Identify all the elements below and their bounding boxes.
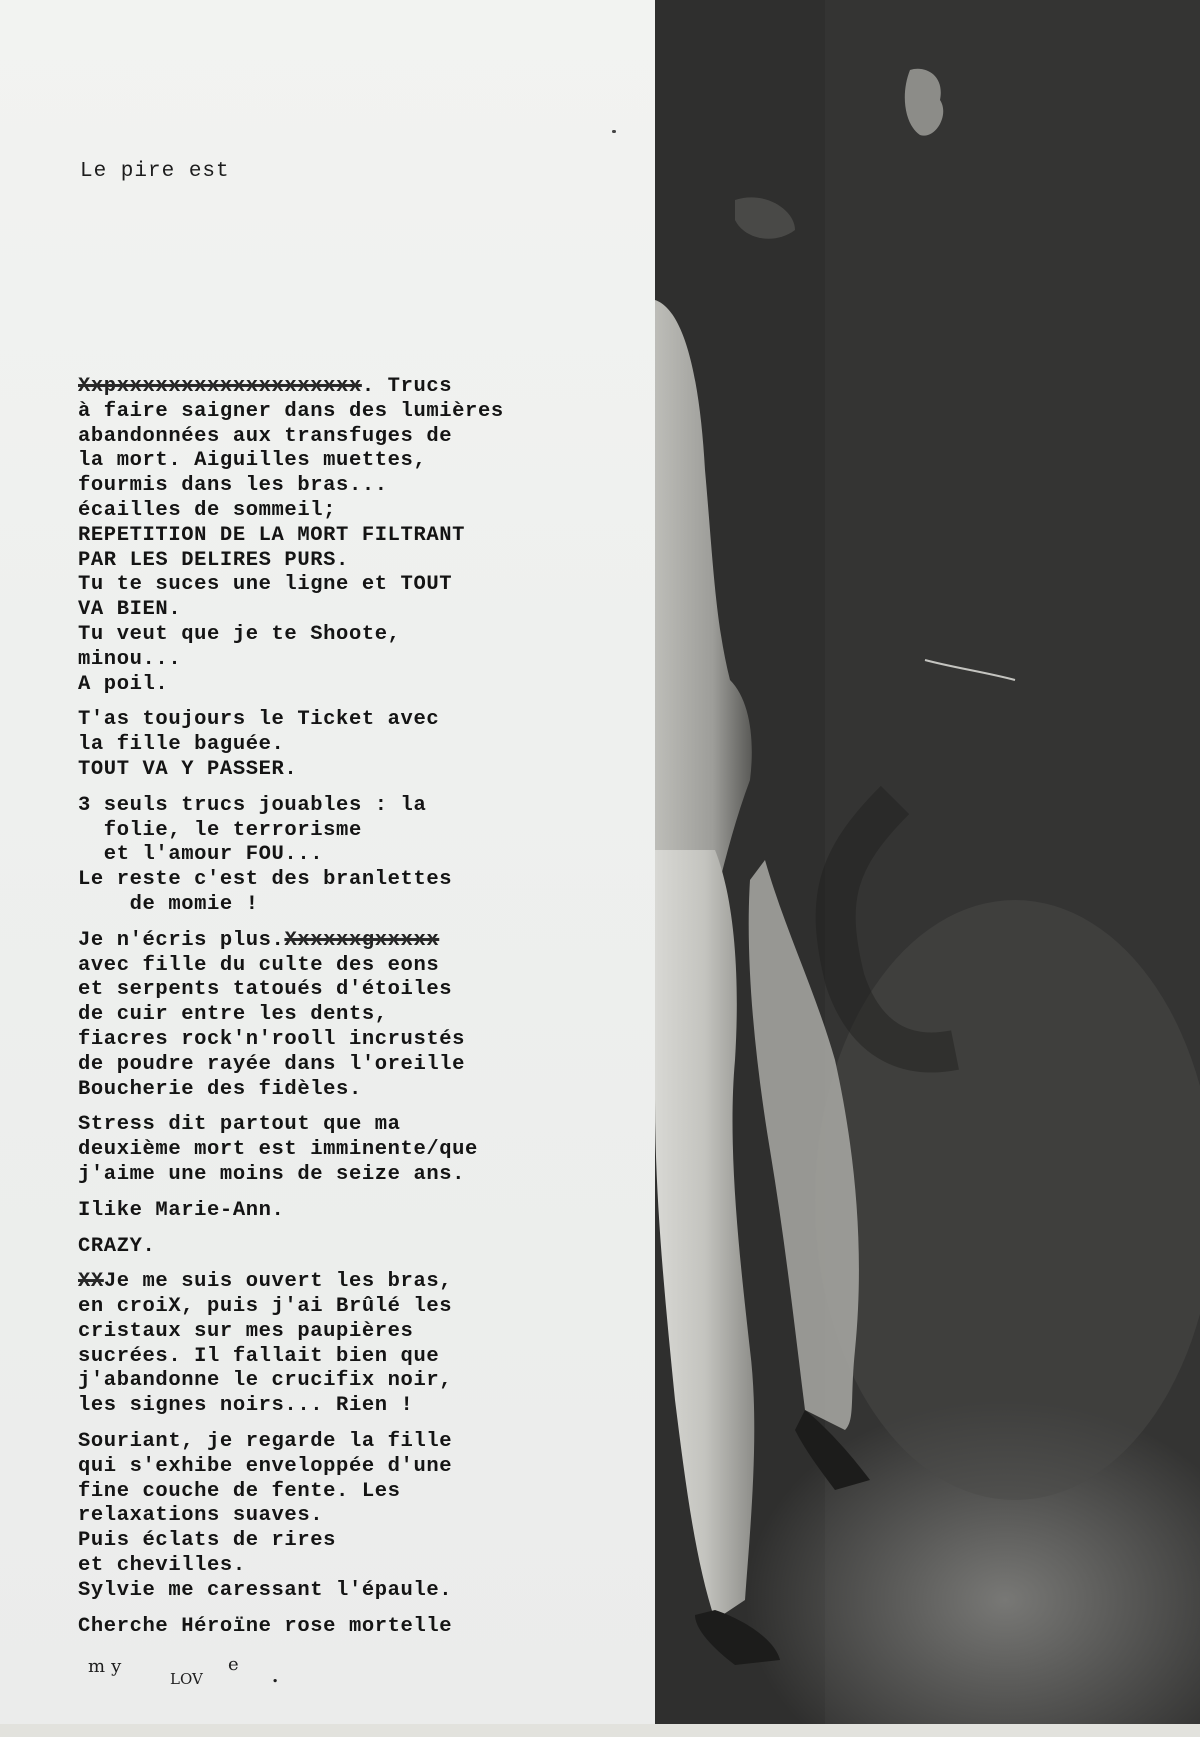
line-text: Le reste c'est des branlettes — [78, 868, 453, 892]
poem-line — [78, 449, 648, 474]
poem — [78, 375, 648, 1650]
line-text: Tu te suces une ligne et TOUT — [78, 573, 453, 597]
poem-line — [78, 524, 648, 549]
struck-out-text: XX — [78, 1270, 104, 1294]
poem-line — [78, 1615, 648, 1640]
poem-line — [78, 1235, 648, 1260]
line-text: en croiX, puis j'ai Brûlé les — [78, 1295, 453, 1319]
poem-line — [78, 954, 648, 979]
poem-line — [78, 1078, 648, 1103]
line-text: REPETITION DE LA MORT FILTRANT — [78, 523, 466, 547]
line-text: écailles de sommeil; — [78, 498, 337, 522]
poem-line — [78, 1199, 648, 1224]
poem-line — [78, 1369, 648, 1394]
line-text: Ilike Marie-Ann. — [78, 1198, 285, 1222]
line-text: cristaux sur mes paupières — [78, 1319, 414, 1343]
poem-line — [78, 1579, 648, 1604]
handwriting-part-3: e — [228, 1654, 239, 1675]
poem-line — [78, 1480, 648, 1505]
handwriting-part-2: LOV — [170, 1670, 203, 1688]
line-text: fine couche de fente. Les — [78, 1479, 401, 1503]
poem-line — [78, 375, 648, 400]
stanza — [78, 1113, 648, 1187]
poem-line — [78, 673, 648, 698]
poem-line — [78, 1003, 648, 1028]
line-text: Sylvie me caressant l'épaule. — [78, 1578, 453, 1602]
poem-line — [78, 1138, 648, 1163]
poem-line — [78, 733, 648, 758]
line-text: 3 seuls trucs jouables : la — [78, 793, 427, 817]
poem-line — [78, 1394, 648, 1419]
line-text: la mort. Aiguilles muettes, — [78, 449, 427, 473]
line-text: Souriant, je regarde la fille — [78, 1430, 453, 1454]
ink-speck — [612, 130, 616, 133]
stanza — [78, 794, 648, 918]
struck-out-text: Xxpxxxxxxxxxxxxxxxxxxx — [78, 375, 362, 398]
line-text: et l'amour FOU... — [78, 843, 324, 867]
page-bottom-edge — [0, 1724, 1200, 1737]
poem-line — [78, 1113, 648, 1138]
poem-line — [78, 573, 648, 598]
handwritten-annotation — [88, 1656, 348, 1716]
line-text: fiacres rock'n'rooll incrustés — [78, 1027, 466, 1051]
poem-line — [78, 623, 648, 648]
line-text: folie, le terrorisme — [78, 818, 362, 842]
poem-line — [78, 893, 648, 918]
poem-line — [78, 758, 648, 783]
line-text: relaxations suaves. — [78, 1504, 324, 1528]
line-text: Puis éclats de rires — [78, 1529, 337, 1553]
stanza — [78, 708, 648, 782]
poem-line — [78, 708, 648, 733]
line-text: à faire saigner dans des lumières — [78, 399, 504, 423]
poem-line — [78, 1320, 648, 1345]
figure-walking-photo — [655, 0, 1200, 1737]
line-text: de cuir entre les dents, — [78, 1003, 388, 1027]
poem-line — [78, 1028, 648, 1053]
stanza — [78, 1199, 648, 1224]
line-text: . Trucs — [361, 375, 453, 398]
line-text: Stress dit partout que ma — [78, 1113, 401, 1137]
poem-line — [78, 1053, 648, 1078]
line-text: CRAZY. — [78, 1234, 156, 1258]
poem-line — [78, 549, 648, 574]
poem-line — [78, 1455, 648, 1480]
heading: Le pire est — [80, 160, 230, 183]
line-text: de momie ! — [78, 892, 259, 916]
poem-line — [78, 1529, 648, 1554]
line-text: les signes noirs... Rien ! — [78, 1394, 414, 1418]
stanza — [78, 1235, 648, 1260]
poem-line — [78, 1163, 648, 1188]
line-text: de poudre rayée dans l'oreille — [78, 1052, 466, 1076]
line-text: et serpents tatoués d'étoiles — [78, 978, 453, 1002]
stanza — [78, 375, 648, 697]
poem-line — [78, 400, 648, 425]
poem-line — [78, 499, 648, 524]
poem-line — [78, 648, 648, 673]
line-text: qui s'exhibe enveloppée d'une — [78, 1454, 453, 1478]
line-text: T'as toujours le Ticket avec — [78, 708, 440, 732]
handwriting-part-1: my — [88, 1656, 128, 1677]
poem-line — [78, 474, 648, 499]
poem-line — [78, 1295, 648, 1320]
line-text: Tu veut que je te Shoote, — [78, 622, 401, 646]
line-text: TOUT VA Y PASSER. — [78, 757, 298, 781]
poem-line — [78, 1270, 648, 1295]
photo-figure-shape — [655, 0, 1200, 1737]
line-text: fourmis dans les bras... — [78, 474, 388, 498]
line-text: j'aime une moins de seize ans. — [78, 1162, 466, 1186]
poem-line — [78, 1430, 648, 1455]
stanza — [78, 1430, 648, 1604]
poem-line — [78, 425, 648, 450]
stanza — [78, 929, 648, 1103]
stanza — [78, 1615, 648, 1640]
line-text: sucrées. Il fallait bien que — [78, 1344, 440, 1368]
line-text: abandonnées aux transfuges de — [78, 424, 453, 448]
line-text: VA BIEN. — [78, 598, 182, 622]
handwriting-part-4: . — [272, 1666, 279, 1687]
line-text: et chevilles. — [78, 1554, 246, 1578]
poem-line — [78, 598, 648, 623]
poem-line — [78, 1345, 648, 1370]
line-text: deuxième mort est imminente/que — [78, 1138, 478, 1162]
line-text: A poil. — [78, 672, 169, 696]
poem-line — [78, 868, 648, 893]
poem-line — [78, 1504, 648, 1529]
line-text: Boucherie des fidèles. — [78, 1077, 362, 1101]
poem-line — [78, 843, 648, 868]
stanza — [78, 1270, 648, 1419]
line-text: j'abandonne le crucifix noir, — [78, 1369, 453, 1393]
struck-out-text: Xxxxxxgxxxxx — [284, 928, 440, 952]
poem-line — [78, 1554, 648, 1579]
line-text: Cherche Héroïne rose mortelle — [78, 1614, 453, 1638]
poem-line — [78, 978, 648, 1003]
line-text: Je n'écris plus. — [78, 928, 285, 952]
poem-line — [78, 819, 648, 844]
poem-line — [78, 929, 648, 954]
line-text: PAR LES DELIRES PURS. — [78, 548, 349, 572]
poem-line — [78, 794, 648, 819]
line-text: la fille baguée. — [78, 733, 285, 757]
line-text: Je me suis ouvert les bras, — [103, 1270, 453, 1294]
line-text: minou... — [78, 647, 182, 671]
line-text: avec fille du culte des eons — [78, 953, 440, 977]
